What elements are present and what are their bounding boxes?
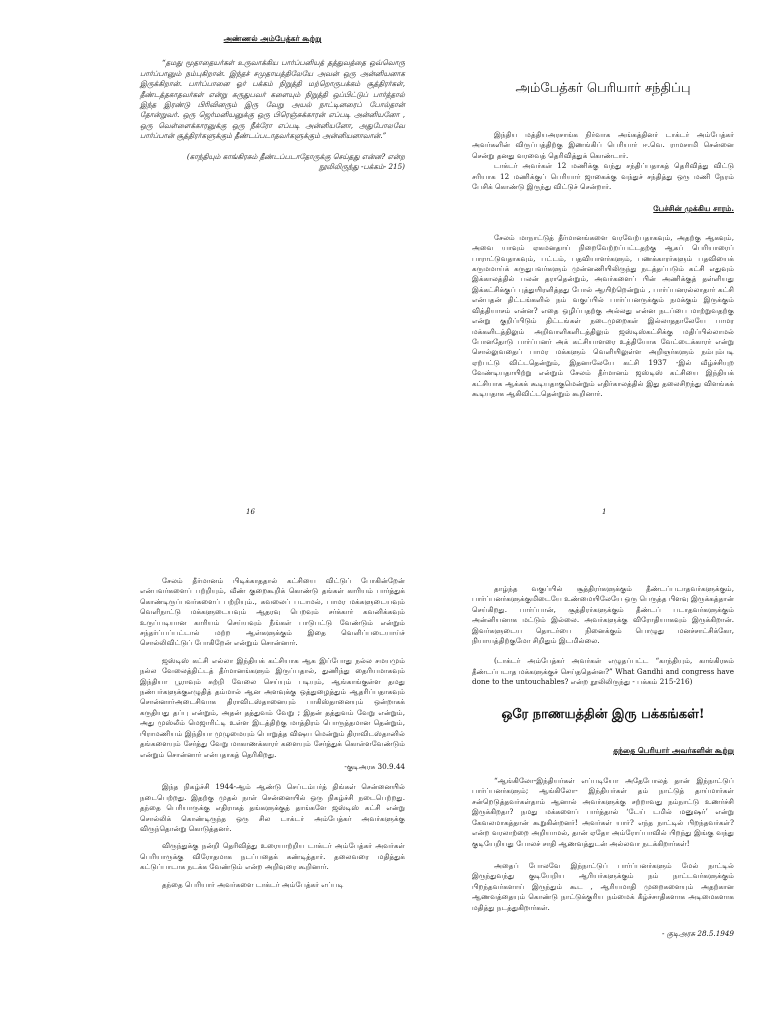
page-number: 16 <box>246 508 255 516</box>
top-left-section <box>140 34 405 172</box>
article-paragraph: சேலம் தீர்மானம் பிடிக்காததால் கட்சியை விட்டுப் போகின்றேன் என்பவர்களைப் பற்றியும், வீண் குறைகூறிக் கொண்டு தங்கள் காரியம் பார்த்துக் கொண்டிருப்பவர்களைப் பற்றியும்., கவலைப் படாமல், பாமர மக்களுடையவும் வெளிநாட்டு மக்களுடையவும் ஆதரவு பெறவும் சர்க்கார் கவனிக்கவும் உருப்படியான காரியம் செய்யவும் நீங்கள் பாடுபட்டு வேண்டும் என்றும் சந்தர்ப்பப்பட்டால் மற்ற ஆள்களுக்கும் இதை வெளிப்படையாய்ச் சொல்லிவிட்டுப் போகிறேன் என்றும் சொன்னார். <box>140 576 405 648</box>
bottom-right-section <box>472 584 734 939</box>
article-paragraph: ஜஸ்டிஸ் கட்சி எல்லா இந்தியக் கட்சியாக ஆக இப்போது நல்ல சமயமும் நல்ல வேலைத்திட்டத் தீர்மானங்களும் இருப்பதால், துணிந்து தைரியமாகவும் இந்தியா பூராவும் சுற்றி வேலை செய்யும் படியும், ஆங்காங்குள்ள தமது நண்பர்களுக்குஎழுதித் தம்மால் ஆன அளவுக்கு ஒத்துழைத்தும் ஆதரிப்பதாகவும் சொன்னார்அடைசிவாக திராவிடஸ்தானையும் பாகிஸ்தானையும் ஒன்றாகக் கருதியது தப்பு என்றும், அதன் தத்துவம் வேறு ; இதன் தத்துவம் வேறு என்றும், அது முஸ்லீம் மெஜாரிட்டி உள்ள இடத்திற்கு மாத்திரம் பொருத்தமான தென்றும், பிராமணியம் இந்தியா முழுமையும் பொறுத்த விஷய மென்றும் திராவிடஸ்தானில் தங்களையும் சேர்த்து வேறு மாகாணக்காரர் களையும் சேர்த்துக் கொள்ளவேண்டும் என்றும் சொன்னார் என்பதாகத் தெரிகிறது. <box>140 655 405 759</box>
section-subheading: பேச்சின் முக்கிய சாரம். <box>653 204 734 214</box>
article-paragraph: தாழ்ந்த வகுப்பில் சூத்திரர்களுக்கும் தீண்டப்படாதவர்களுக்கும், பார்ப்பனர்களுக்குமிடையே உண்மையிலேயே ஒரு பெருத்த பிளவு இருக்கத்தான் செய்கிறது. பார்ப்பான், சூத்திரர்களுக்கும் தீண்டப் படாதவர்களுக்கும் அன்னியனாக மட்டும் இல்லை. அவர்களுக்கு விரோதியாகவும் இருக்கிறான். இவர்களுடைய தொடர்பை நினைக்கும் பொழுது மனச்சாட்சிக்கோ, நியாயத்திற்குமோ சிறிதும் இடமில்லை. <box>472 584 734 646</box>
article-paragraph: விருந்துக்கு நன்றி தெரிவித்து உரையாற்றிய டாக்டர் அம்பேத்கர் அவர்கள் பெரியாருக்கு விரோதமாக நடப்பதைக் கண்டித்தார். தலைவரை மதித்துக் கட்டுப்பாடாக நடக்க வேண்டும் என்ற அறிவுரை கூறினார். <box>140 841 405 872</box>
source-citation: (காந்தியும் காங்கிரசும் தீண்டப்படாதோருக்கு செய்தது என்ன? என்ற நூலிலிருந்து -பக்கம்- 215) <box>186 151 405 172</box>
bottom-left-section <box>140 576 405 890</box>
article-title: ஒரே நாணயத்தின் இரு பக்கங்கள்! <box>501 706 705 722</box>
source-citation: -குடிஅரசு 30.9.44 <box>344 761 405 771</box>
quote-paragraph: “ஆங்கிலோ-இந்தியர்கள் எப்படியோ அதேபோலத் தான் இந்நாட்டுப் பார்ப்பனர்களும்; ஆங்கிலோ- இந்தியர்கள் தம் நாட்டுத் தாய்மார்கள் சன்றெடுத்தவர்கள்தாம் ஆனால் அவர்களுக்கு சற்றாவது நம்நாட்டு உணர்ச்சி இருக்கிறதா? நமது மக்களைப் பார்த்தால் ‘டேய் டமில் மனுஷர்’ என்று கேவலமாகத்தான் கூறுகின்றனர்! அவர்கள் யார்? எந்த நாட்டில் பிறந்தவர்கள்? என்ற வரலாற்றை அறியாமல், தான் ஏதோ அம்ரோப்பாவில் பிறந்து இங்கு வந்து குடியேறியது போலச் சாதி ஆணவத்துடன் அல்லவா நடக்கிறார்கள்! <box>472 776 734 848</box>
source-citation: - குடிஅரசு 28.5.1949 <box>661 928 734 938</box>
page-number: 1 <box>602 508 607 516</box>
article-paragraph: தந்தை பெரியார் அவர்களை டாக்டர் அம்பேத்கர் எப்படி <box>162 879 344 889</box>
top-right-section <box>472 80 734 399</box>
article-paragraph: சேலம் மாநாட்டுத் தீர்மானங்களை வரவேற்பதாகவும், அதற்கு ஆகவும், அவை யாவும் ஏகமனதாய் நிறைவேற்றப்பட்டதற்கு ஆகப் பெரியாரைப் பாராட்டுவதாகவும், பட்டம், பதவியாளர்களும், பணக்காரர்களும் பதவியைக் கருமமாய்க் கருதுபவர்களும் முன்னணியிலிருந்து நடத்தப்படும் கட்சி எதுவும் இக்காலத்தில் பலன் தராதென்றும், அவர்களைப் பின் அணிக்குத் தள்ளியது இக்கட்சிக்குப் புத்துயிரளித்தது போல் ஆயிற்றென்றும் , பார்ப்பனரல்லாதார் கட்சி என்பதன் திட்டங்களில் நம் வகுப்பில் பார்ப்பனருக்கும் நமக்கும் இருக்கும் வித்தியாசம் என்ன? எதை ஒழிப்பதற்கு அல்லது என்ன நடப்பை மாற்றுவதற்கு என்று குறிப்பிடும் திட்டங்கள் நடைமுறைகள் இல்லாததாலேயே பாமர மக்களிடத்திலும் அறிவாளிகளிடத்திலும் ஜஸ்டிஸ்கட்சிக்கு மதிப்பில்லாமல் போனதோடு பார்ப்பனர் அக் கட்சியாளரை உத்தியோக வேட்டைக்காரர் என்று சொல்லுவதைப் பாமர மக்களும் வெளியிலுள்ள அறிஞர்களும் நம்பும்படி ஏற்பட்டு விட்டதென்றும், இதனாலேயே கட்சி 1937 -இல் வீழ்ச்சியுற வேண்டியதாயிற்று என்றும் சேலம் தீர்மானம் ஜஸ்டிஸ் கட்சியை இந்தியக் கட்சியாக ஆக்கக் கூடியதாகுமென்றும் எதிர்காலத்தில் இது தலைசிறந்து விளங்கக் கூடியதாக ஆகிவிட்டதென்றும் கூறினார். <box>472 232 734 398</box>
quote-paragraph: அதைப் போலவே இந்நாட்டுப் பார்ப்பனர்களும் மேல் நாட்டில் இருந்துவந்து குடியேறிய ஆரியர்களுக்கும் நம் நாட்டவர்களுக்கும் பிறந்தவர்களாய் இருந்தும் கூட , ஆரியமாதி முறைகளையும் அதற்கான ஆணவத்தையும் கொண்டு நாட்டுக்குரிய நம்மைக் கீழ்ச்சாதிகளாக அடிமைகளாக மதித்து நடத்துகிறார்கள். <box>472 860 734 912</box>
quote-paragraph: “தமது மூதாதையர்கள் உருவாக்கிய பார்ப்பனியத் தத்துவத்தை ஒவ்வொரு பார்ப்பானும் நம்புகிறான். இந்தச் சமுதாயத்திலேயே அவன் ஒரு அன்னியனாக இருக்கிறான். பார்ப்பானை ஓர் பக்கம் நிறுத்தி மற்றொருபக்கம் சூத்திரர்கள், தீண்டத்தகாதவர்கள் என்று கருதுபவர் களையும் நிறுத்தி ஒப்பிட்டுப் பார்த்தால் இந்த இரண்டு பிரிவினரும் இரு வேறு அயல் நாட்டினரைப் போல்தான் தோன்றுவர். ஒரு ஜெர்மனியனுக்கு ஒரு பிரெஞ்சுக்காரன் எப்படி அன்னியனோ , ஒரு வெள்ளைக்காரனுக்கு ஒரு நீக்ரோ எப்படி அன்னியனோ, அதுபோலவே பார்ப்பான் சூத்திரர்களுக்கும் தீண்டப்படாதவர்களுக்கும் அன்னியனாவான்.” <box>140 58 405 141</box>
source-citation: (டாக்டர் அம்பேத்கர் அவர்கள் எழுதப்பட்ட “காந்தியும், காங்கிரசும் தீண்டப்படாத மக்களுக்குச் செய்ததென்ன?” What Gandhi and congress have done to the untouchables? என்ற நூலிலிருந்து - பக்கம் 215-216) <box>472 656 734 687</box>
article-title: அம்பேத்கர் பெரியார் சந்திப்பு <box>515 81 691 96</box>
section-heading: அண்ணல் அம்பேத்கர் கூற்று <box>223 34 322 43</box>
article-paragraph: இந்த நிகழ்ச்சி 1944-ஆம் ஆண்டு செப்டம்பர்த் திங்கள் சென்னையில் நடைபெற்றது. இதற்கு முதல் நாள் சென்னையில் ஒரு நிகழ்ச்சி நடைபெற்றது. தந்தை பெரியாருக்கு எதிராகத் தங்களுக்குத் தாங்களே ஜஸ்டிஸ் கட்சி என்று சொல்லிக் கொண்டிருந்த ஒரு சில டாக்டர் அம்பேத்கர் அவர்களுக்கு விருந்தொன்று கொடுத்தனர். <box>140 782 405 833</box>
article-paragraph: டாக்டர் அவர்கள் 12 மணிக்கு வந்து சந்திப்பதாகத் தெரிவித்து விட்டு சரியாக 12 மணிக்குப் பெரியார் ஜாகைக்கு வந்துச் சந்தித்து ஒரு மணி நேரம் பேசிக் கொண்டு இருந்து விட்டுச் சென்றார். <box>472 161 734 192</box>
section-subheading: தந்தை பெரியார் அவர்களின் கூற்று <box>613 745 734 755</box>
article-paragraph: இந்திய மத்தியஅரசாங்க நிர்வாக அங்கத்தினர் டாக்டர் அம்பேத்கர் அவர்களின் விருப்பத்திற்கு இணங்கிப் பெரியார் ஈ.வெ. ராமசாமி சென்னை சென்று தனது வரவைத் தெரிவித்துக் கொண்டார். <box>472 130 734 160</box>
